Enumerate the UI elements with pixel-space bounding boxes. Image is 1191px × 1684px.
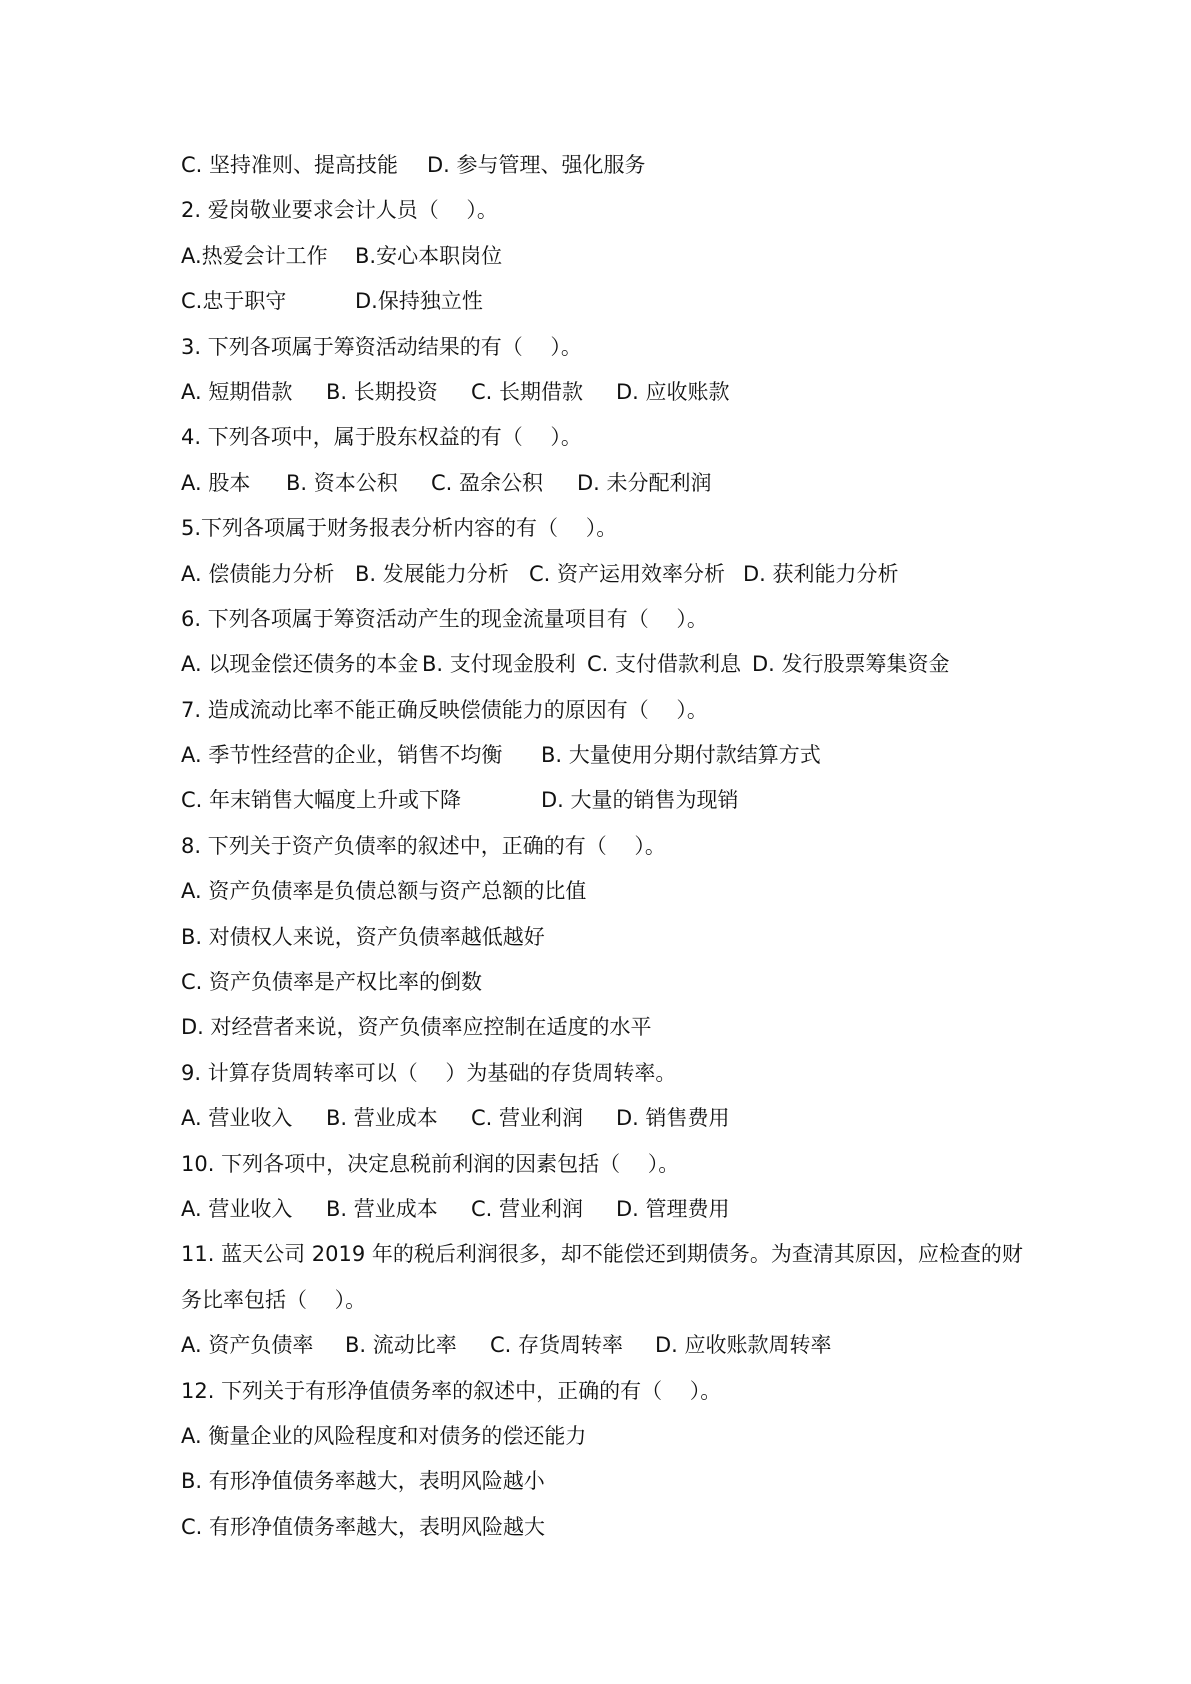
question-text: C. 资产负债率是产权比率的倒数 xyxy=(181,970,483,995)
text-line xyxy=(181,688,1041,733)
text-line xyxy=(181,1323,1041,1368)
text-line xyxy=(181,824,1041,869)
text-line xyxy=(181,188,1041,233)
option-text: D. 销售费用 xyxy=(616,1106,730,1131)
text-line xyxy=(181,1414,1041,1459)
text-line xyxy=(181,234,1041,279)
option-text: D. 管理费用 xyxy=(616,1196,730,1221)
option-text: B.安心本职岗位 xyxy=(355,243,503,268)
option-text: D. 应收账款周转率 xyxy=(655,1333,832,1358)
option-text: A. 股本 xyxy=(181,470,251,495)
option-text: C. 资产运用效率分析 xyxy=(529,561,726,586)
text-line xyxy=(181,1369,1041,1414)
question-text: C. 有形净值债务率越大，表明风险越大 xyxy=(181,1514,546,1539)
option-text: D. 未分配利润 xyxy=(577,470,712,495)
question-text: 11. 蓝天公司 2019 年的税后利润很多，却不能偿还到期债务。为查清其原因，应检查的财 xyxy=(181,1242,1023,1267)
question-text: 10. 下列各项中，决定息税前利润的因素包括（ ）。 xyxy=(181,1151,680,1176)
question-text: A. 资产负债率是负债总额与资产总额的比值 xyxy=(181,879,587,904)
option-text: C. 存货周转率 xyxy=(490,1333,624,1358)
text-line xyxy=(181,370,1041,415)
option-text: D. 参与管理、强化服务 xyxy=(427,153,646,177)
question-list xyxy=(181,143,1041,1550)
option-text: C.忠于职守 xyxy=(181,289,287,314)
option-text: B. 支付现金股利 xyxy=(422,652,576,677)
text-line xyxy=(181,1187,1041,1232)
question-text: 8. 下列关于资产负债率的叙述中，正确的有（ ）。 xyxy=(181,833,666,858)
text-line xyxy=(181,1005,1041,1050)
option-text: A. 季节性经营的企业，销售不均衡 xyxy=(181,743,503,768)
option-text: A. 短期借款 xyxy=(181,379,293,404)
question-text: 2. 爱岗敬业要求会计人员（ ）。 xyxy=(181,198,498,223)
option-text: A. 营业收入 xyxy=(181,1106,293,1131)
text-line xyxy=(181,1051,1041,1096)
option-text: A.热爱会计工作 xyxy=(181,243,328,268)
option-text: C. 营业利润 xyxy=(471,1106,584,1131)
text-line xyxy=(181,143,1041,188)
option-text: B. 资本公积 xyxy=(286,470,398,495)
question-text: 6. 下列各项属于筹资活动产生的现金流量项目有（ ）。 xyxy=(181,606,708,631)
text-line xyxy=(181,415,1041,460)
option-text: D. 应收账款 xyxy=(616,379,730,404)
option-text: A. 偿债能力分析 xyxy=(181,561,335,586)
option-text: C. 坚持准则、提高技能 xyxy=(181,153,399,177)
option-text: D. 发行股票筹集资金 xyxy=(752,652,950,677)
text-line xyxy=(181,778,1041,823)
option-text: A. 以现金偿还债务的本金 xyxy=(181,652,419,677)
question-text: 4. 下列各项中，属于股东权益的有（ ）。 xyxy=(181,425,582,450)
option-text: A. 资产负债率 xyxy=(181,1333,314,1358)
question-text: 12. 下列关于有形净值债务率的叙述中，正确的有（ ）。 xyxy=(181,1378,722,1403)
text-line xyxy=(181,1505,1041,1550)
option-text: C. 年末销售大幅度上升或下降 xyxy=(181,788,462,813)
option-text: B. 流动比率 xyxy=(345,1333,457,1358)
option-text: B. 营业成本 xyxy=(326,1196,438,1221)
option-text: D.保持独立性 xyxy=(355,289,483,314)
option-text: A. 营业收入 xyxy=(181,1196,293,1221)
text-line xyxy=(181,642,1041,687)
question-text: 3. 下列各项属于筹资活动结果的有（ ）。 xyxy=(181,334,582,359)
text-line xyxy=(181,506,1041,551)
option-text: B. 长期投资 xyxy=(326,379,438,404)
option-text: B. 发展能力分析 xyxy=(355,561,509,586)
text-line xyxy=(181,915,1041,960)
text-line xyxy=(181,597,1041,642)
question-text: A. 衡量企业的风险程度和对债务的偿还能力 xyxy=(181,1423,587,1448)
text-line xyxy=(181,1278,1041,1323)
option-text: D. 大量的销售为现销 xyxy=(541,788,739,813)
option-text: C. 支付借款利息 xyxy=(587,652,742,677)
text-line xyxy=(181,552,1041,597)
option-text: B. 大量使用分期付款结算方式 xyxy=(541,743,821,768)
question-text: D. 对经营者来说，资产负债率应控制在适度的水平 xyxy=(181,1015,652,1040)
question-text: B. 有形净值债务率越大，表明风险越小 xyxy=(181,1469,545,1494)
text-line xyxy=(181,1459,1041,1504)
option-text: C. 盈余公积 xyxy=(431,470,544,495)
text-line xyxy=(181,461,1041,506)
text-line xyxy=(181,1232,1041,1277)
option-text: C. 营业利润 xyxy=(471,1196,584,1221)
text-line xyxy=(181,1096,1041,1141)
question-text: 5.下列各项属于财务报表分析内容的有（ ）。 xyxy=(181,516,618,541)
question-text: 务比率包括（ ）。 xyxy=(181,1287,367,1312)
question-text: 9. 计算存货周转率可以（ ）为基础的存货周转率。 xyxy=(181,1060,677,1085)
text-line xyxy=(181,733,1041,778)
option-text: D. 获利能力分析 xyxy=(743,561,899,586)
question-text: B. 对债权人来说，资产负债率越低越好 xyxy=(181,924,545,949)
text-line xyxy=(181,960,1041,1005)
question-text: 7. 造成流动比率不能正确反映偿债能力的原因有（ ）。 xyxy=(181,697,708,722)
text-line xyxy=(181,869,1041,914)
text-line xyxy=(181,1142,1041,1187)
text-line xyxy=(181,279,1041,324)
option-text: B. 营业成本 xyxy=(326,1106,438,1131)
text-line xyxy=(181,325,1041,370)
option-text: C. 长期借款 xyxy=(471,379,584,404)
